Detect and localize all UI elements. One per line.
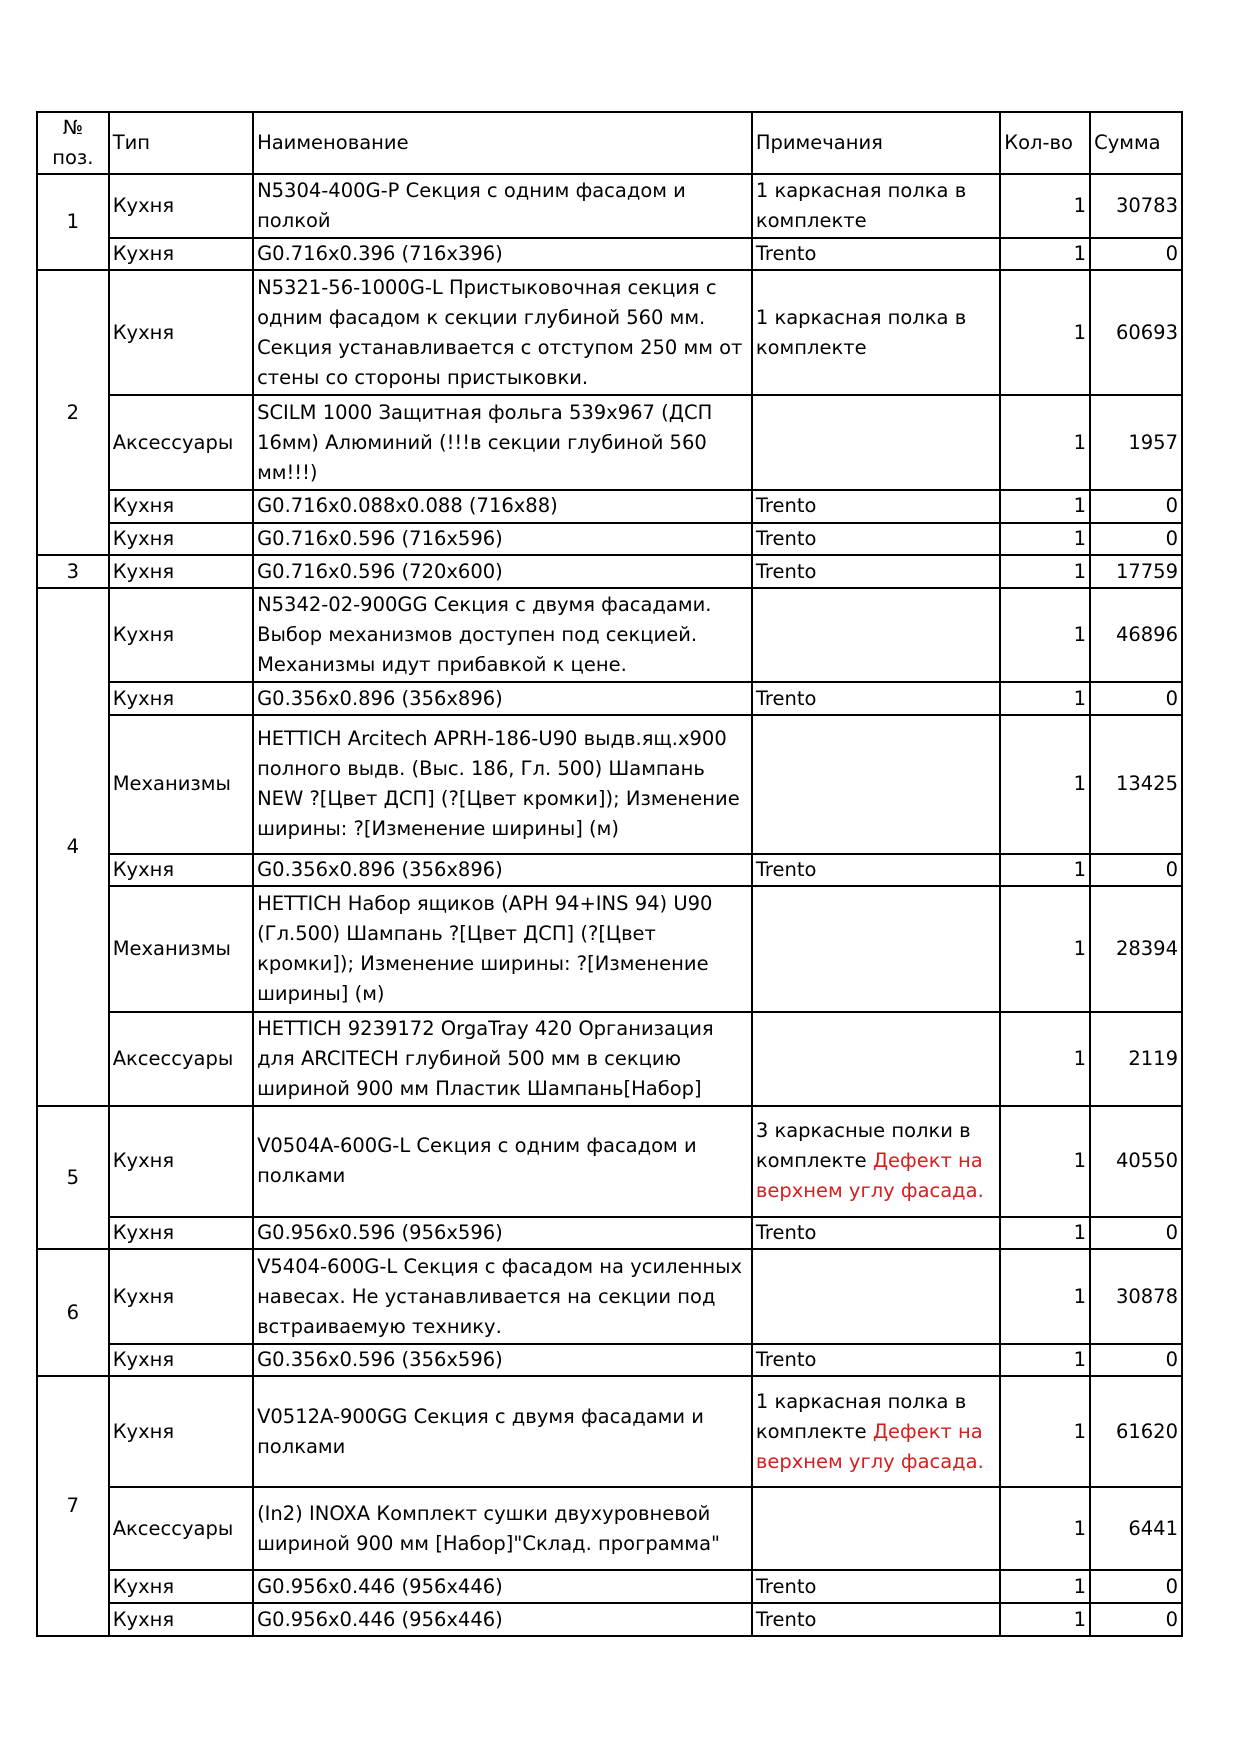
item-qty: 1 bbox=[1000, 395, 1090, 489]
item-qty: 1 bbox=[1000, 1106, 1090, 1217]
item-name: G0.356x0.896 (356x896) bbox=[253, 682, 752, 715]
item-name: V5404-600G-L Секция с фасадом на усиленных навесах. Не устанавливается на секции под встраиваемую технику. bbox=[253, 1249, 752, 1343]
item-type: Кухня bbox=[109, 490, 253, 523]
table-row bbox=[37, 1487, 1182, 1570]
col-header-type: Тип bbox=[109, 112, 253, 174]
note-text: 1 каркасная полка в комплекте bbox=[755, 178, 967, 232]
col-header-pos: № поз. bbox=[37, 112, 109, 174]
item-sum: 0 bbox=[1090, 1217, 1182, 1250]
table-row bbox=[37, 1344, 1182, 1377]
item-sum: 0 bbox=[1090, 682, 1182, 715]
note-text: Trento bbox=[755, 526, 817, 550]
item-qty: 1 bbox=[1000, 1376, 1090, 1487]
table-row bbox=[37, 682, 1182, 715]
item-sum: 61620 bbox=[1090, 1376, 1182, 1487]
item-type: Кухня bbox=[109, 1217, 253, 1250]
item-qty: 1 bbox=[1000, 270, 1090, 395]
item-sum: 30783 bbox=[1090, 174, 1182, 238]
item-qty: 1 bbox=[1000, 1249, 1090, 1343]
header-row bbox=[37, 112, 1182, 174]
item-note bbox=[752, 270, 1000, 395]
item-type: Кухня bbox=[109, 523, 253, 556]
item-name: G0.716x0.396 (716x396) bbox=[253, 238, 752, 271]
item-note bbox=[752, 1487, 1000, 1570]
item-note bbox=[752, 1217, 1000, 1250]
table-row bbox=[37, 854, 1182, 887]
item-sum: 30878 bbox=[1090, 1249, 1182, 1343]
item-qty: 1 bbox=[1000, 715, 1090, 853]
item-name: G0.956x0.596 (956x596) bbox=[253, 1217, 752, 1250]
item-sum: 0 bbox=[1090, 490, 1182, 523]
item-name: HETTICH Набор ящиков (APH 94+INS 94) U90 (Гл.500) Шампань ?[Цвет ДСП] (?[Цвет кромки]); Изменение ширины: ?[Изменение ширины] (м) bbox=[253, 886, 752, 1011]
item-note bbox=[752, 1376, 1000, 1487]
item-qty: 1 bbox=[1000, 886, 1090, 1011]
item-sum: 60693 bbox=[1090, 270, 1182, 395]
table-row bbox=[37, 555, 1182, 588]
item-type: Аксессуары bbox=[109, 1487, 253, 1570]
table-row bbox=[37, 1376, 1182, 1487]
item-type: Кухня bbox=[109, 1570, 253, 1603]
position-number: 4 bbox=[37, 588, 109, 1106]
table-row bbox=[37, 886, 1182, 1011]
item-name: G0.956x0.446 (956x446) bbox=[253, 1603, 752, 1636]
item-sum: 6441 bbox=[1090, 1487, 1182, 1570]
item-sum: 13425 bbox=[1090, 715, 1182, 853]
item-note bbox=[752, 715, 1000, 853]
item-note bbox=[752, 1249, 1000, 1343]
item-name: G0.716x0.088x0.088 (716x88) bbox=[253, 490, 752, 523]
table-row bbox=[37, 588, 1182, 682]
item-qty: 1 bbox=[1000, 588, 1090, 682]
item-qty: 1 bbox=[1000, 854, 1090, 887]
position-number: 6 bbox=[37, 1249, 109, 1376]
table-header bbox=[37, 112, 1182, 174]
item-name: HETTICH 9239172 OrgaTray 420 Организация для ARCITECH глубиной 500 мм в секцию шириной 900 мм Пластик Шампань[Набор] bbox=[253, 1012, 752, 1106]
table-row bbox=[37, 1249, 1182, 1343]
item-type: Кухня bbox=[109, 1376, 253, 1487]
item-qty: 1 bbox=[1000, 1217, 1090, 1250]
note-text: Trento bbox=[755, 494, 817, 518]
note-text: 3 каркасные полки в комплекте bbox=[755, 1119, 971, 1173]
item-name: N5321-56-1000G-L Пристыковочная секция с одним фасадом к секции глубиной 560 мм. Секция устанавливается с отступом 250 мм от стены со стороны пристыковки. bbox=[253, 270, 752, 395]
item-qty: 1 bbox=[1000, 238, 1090, 271]
item-note bbox=[752, 1012, 1000, 1106]
item-type: Кухня bbox=[109, 1344, 253, 1377]
item-name: G0.716x0.596 (720x600) bbox=[253, 555, 752, 588]
note-text: 1 каркасная полка в комплекте bbox=[755, 305, 967, 359]
table-row bbox=[37, 174, 1182, 238]
item-qty: 1 bbox=[1000, 1603, 1090, 1636]
table-row bbox=[37, 523, 1182, 556]
item-note bbox=[752, 682, 1000, 715]
note-text: Trento bbox=[755, 1574, 817, 1598]
item-name: G0.356x0.596 (356x596) bbox=[253, 1344, 752, 1377]
item-note bbox=[752, 1344, 1000, 1377]
item-note bbox=[752, 854, 1000, 887]
item-type: Кухня bbox=[109, 682, 253, 715]
item-note bbox=[752, 588, 1000, 682]
note-text: Trento bbox=[755, 1220, 817, 1244]
note-text: Trento bbox=[755, 1348, 817, 1372]
item-type: Кухня bbox=[109, 1249, 253, 1343]
item-type: Кухня bbox=[109, 270, 253, 395]
item-type: Кухня bbox=[109, 1603, 253, 1636]
item-sum: 40550 bbox=[1090, 1106, 1182, 1217]
item-qty: 1 bbox=[1000, 1570, 1090, 1603]
item-note bbox=[752, 555, 1000, 588]
item-note bbox=[752, 1603, 1000, 1636]
note-text: Trento bbox=[755, 1607, 817, 1631]
item-note bbox=[752, 1570, 1000, 1603]
item-type: Кухня bbox=[109, 174, 253, 238]
position-number: 2 bbox=[37, 270, 109, 555]
item-type: Механизмы bbox=[109, 715, 253, 853]
item-sum: 2119 bbox=[1090, 1012, 1182, 1106]
item-type: Аксессуары bbox=[109, 1012, 253, 1106]
item-note bbox=[752, 238, 1000, 271]
table-row bbox=[37, 1106, 1182, 1217]
item-name: N5342-02-900GG Секция с двумя фасадами. Выбор механизмов доступен под секцией. Механизмы идут прибавкой к цене. bbox=[253, 588, 752, 682]
item-qty: 1 bbox=[1000, 174, 1090, 238]
item-sum: 28394 bbox=[1090, 886, 1182, 1011]
item-qty: 1 bbox=[1000, 490, 1090, 523]
item-name: HETTICH Arcitech APRH-186-U90 выдв.ящ.x900 полного выдв. (Выс. 186, Гл. 500) Шампань NEW ?[Цвет ДСП] (?[Цвет кромки]); Изменение ширины: ?[Изменение ширины] (м) bbox=[253, 715, 752, 853]
item-type: Механизмы bbox=[109, 886, 253, 1011]
table-row bbox=[37, 490, 1182, 523]
note-text: Trento bbox=[755, 241, 817, 265]
defect-note: Дефект на верхнем углу фасада. bbox=[755, 1419, 984, 1473]
table-row bbox=[37, 1217, 1182, 1250]
table-body bbox=[37, 174, 1182, 1636]
item-qty: 1 bbox=[1000, 1487, 1090, 1570]
item-type: Кухня bbox=[109, 1106, 253, 1217]
item-note bbox=[752, 1106, 1000, 1217]
item-qty: 1 bbox=[1000, 1344, 1090, 1377]
item-sum: 0 bbox=[1090, 1570, 1182, 1603]
item-note bbox=[752, 174, 1000, 238]
item-qty: 1 bbox=[1000, 523, 1090, 556]
table-row bbox=[37, 238, 1182, 271]
item-name: V0504A-600G-L Секция с одним фасадом и полками bbox=[253, 1106, 752, 1217]
item-note bbox=[752, 886, 1000, 1011]
item-name: N5304-400G-P Секция с одним фасадом и полкой bbox=[253, 174, 752, 238]
position-number: 5 bbox=[37, 1106, 109, 1250]
position-number: 1 bbox=[37, 174, 109, 270]
col-header-sum: Сумма bbox=[1090, 112, 1182, 174]
col-header-notes: Примечания bbox=[752, 112, 1000, 174]
item-type: Аксессуары bbox=[109, 395, 253, 489]
item-name: G0.956x0.446 (956x446) bbox=[253, 1570, 752, 1603]
table-row bbox=[37, 715, 1182, 853]
col-header-name: Наименование bbox=[253, 112, 752, 174]
item-note bbox=[752, 490, 1000, 523]
item-sum: 0 bbox=[1090, 1603, 1182, 1636]
item-name: G0.716x0.596 (716x596) bbox=[253, 523, 752, 556]
item-sum: 0 bbox=[1090, 238, 1182, 271]
col-header-qty: Кол-во bbox=[1000, 112, 1090, 174]
table-row bbox=[37, 1570, 1182, 1603]
item-type: Кухня bbox=[109, 854, 253, 887]
table-row bbox=[37, 395, 1182, 489]
note-text: Trento bbox=[755, 559, 817, 583]
position-number: 7 bbox=[37, 1376, 109, 1636]
table-row bbox=[37, 270, 1182, 395]
item-note bbox=[752, 523, 1000, 556]
item-sum: 46896 bbox=[1090, 588, 1182, 682]
item-sum: 0 bbox=[1090, 854, 1182, 887]
item-name: SCILM 1000 Защитная фольга 539х967 (ДСП 16мм) Алюминий (!!!в секции глубиной 560 мм!!!) bbox=[253, 395, 752, 489]
order-table bbox=[36, 111, 1183, 1637]
note-text: Trento bbox=[755, 686, 817, 710]
item-type: Кухня bbox=[109, 555, 253, 588]
item-name: G0.356x0.896 (356x896) bbox=[253, 854, 752, 887]
item-qty: 1 bbox=[1000, 682, 1090, 715]
defect-note: Дефект на верхнем углу фасада. bbox=[755, 1149, 984, 1203]
item-name: (In2) INOXA Комплект сушки двухуровневой шириной 900 мм [Набор]"Склад. программа" bbox=[253, 1487, 752, 1570]
note-text: 1 каркасная полка в комплекте bbox=[755, 1389, 967, 1443]
item-note bbox=[752, 395, 1000, 489]
item-sum: 0 bbox=[1090, 1344, 1182, 1377]
item-sum: 0 bbox=[1090, 523, 1182, 556]
item-sum: 17759 bbox=[1090, 555, 1182, 588]
item-type: Кухня bbox=[109, 588, 253, 682]
item-sum: 1957 bbox=[1090, 395, 1182, 489]
item-qty: 1 bbox=[1000, 555, 1090, 588]
item-type: Кухня bbox=[109, 238, 253, 271]
position-number: 3 bbox=[37, 555, 109, 588]
item-name: V0512A-900GG Секция с двумя фасадами и полками bbox=[253, 1376, 752, 1487]
note-text: Trento bbox=[755, 858, 817, 882]
table-row bbox=[37, 1603, 1182, 1636]
table-row bbox=[37, 1012, 1182, 1106]
item-qty: 1 bbox=[1000, 1012, 1090, 1106]
